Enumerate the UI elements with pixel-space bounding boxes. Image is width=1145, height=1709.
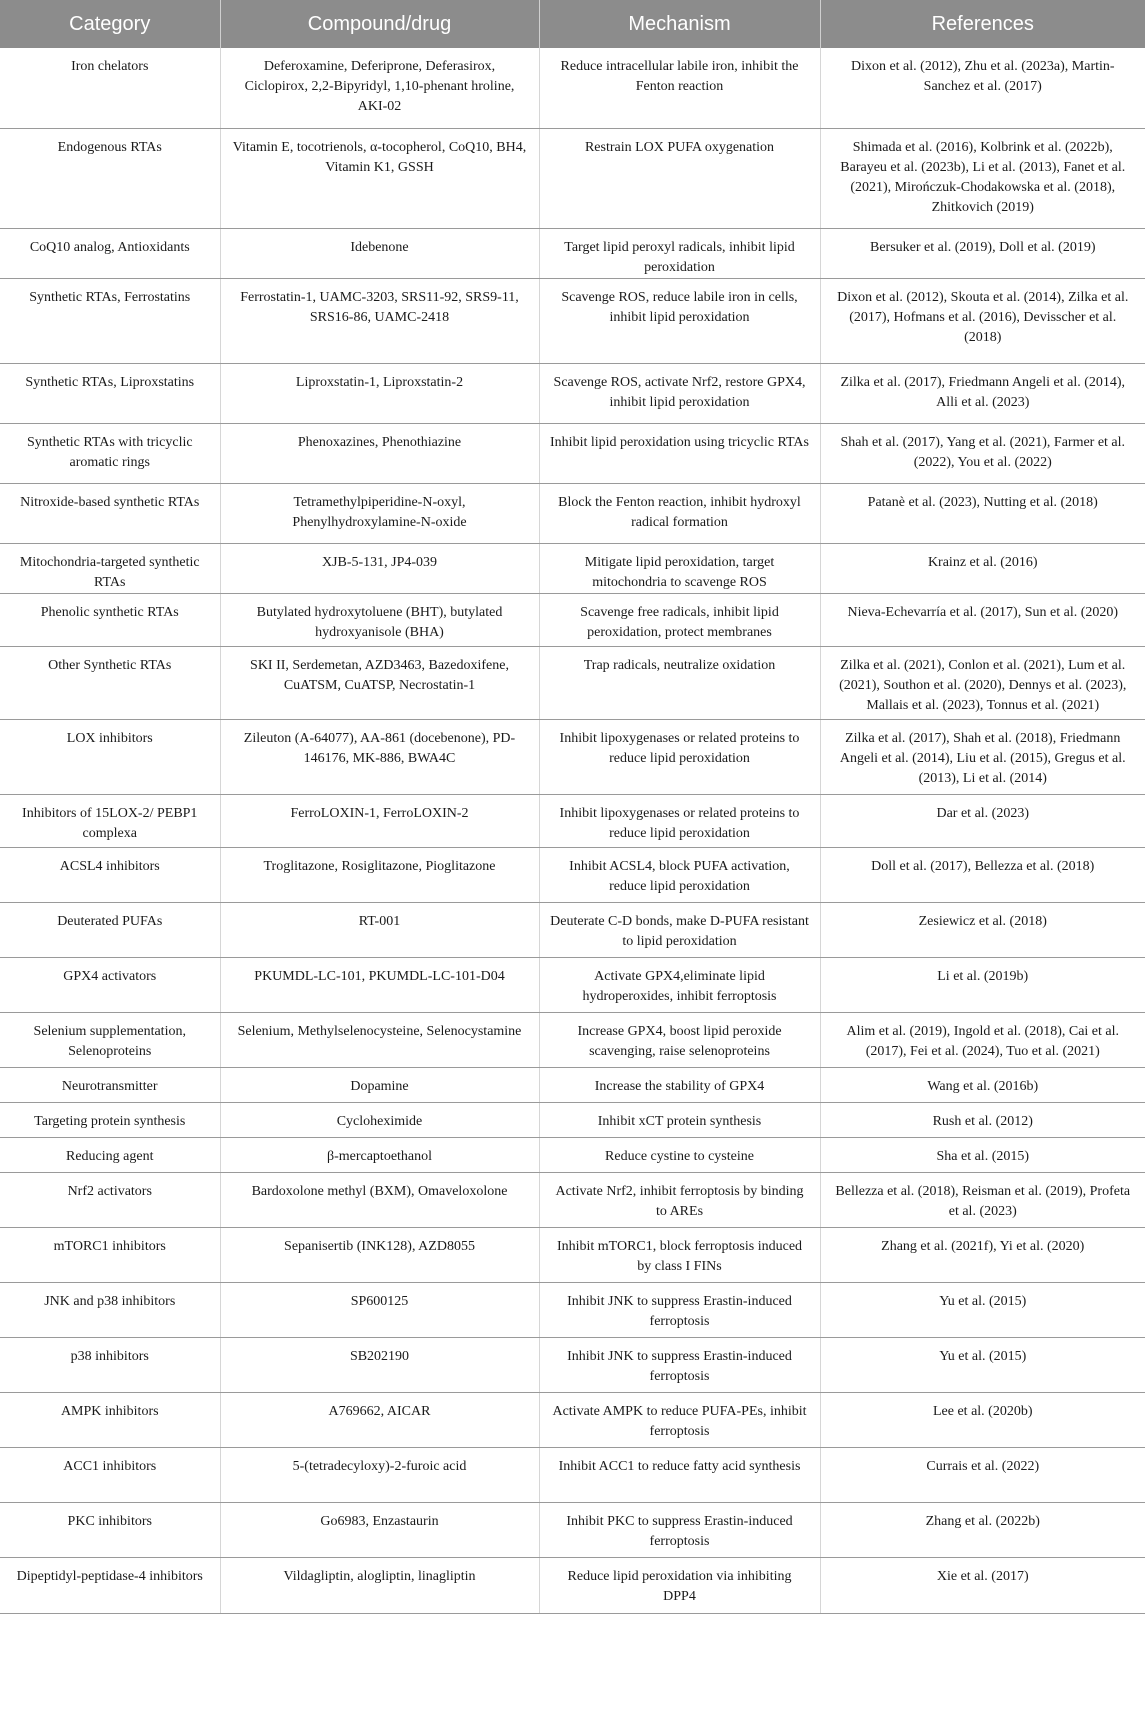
cell-category: ACSL4 inhibitors <box>0 847 220 902</box>
cell-mechanism: Inhibit lipoxygenases or related proteins to reduce lipid peroxidation <box>539 719 820 794</box>
table-row <box>0 1337 1145 1392</box>
cell-compound-drug: XJB-5-131, JP4-039 <box>220 543 539 593</box>
cell-category: ACC1 inhibitors <box>0 1447 220 1502</box>
cell-compound-drug: Zileuton (A-64077), AA-861 (docebenone), PD-146176, MK-886, BWA4C <box>220 719 539 794</box>
cell-compound-drug: Vitamin E, tocotrienols, α-tocopherol, CoQ10, BH4, Vitamin K1, GSSH <box>220 128 539 228</box>
cell-category: Reducing agent <box>0 1137 220 1172</box>
cell-category: LOX inhibitors <box>0 719 220 794</box>
table-row <box>0 593 1145 646</box>
cell-references: Rush et al. (2012) <box>820 1102 1145 1137</box>
table-row <box>0 48 1145 128</box>
cell-category: Other Synthetic RTAs <box>0 646 220 719</box>
cell-references: Patanè et al. (2023), Nutting et al. (2018) <box>820 483 1145 543</box>
cell-mechanism: Trap radicals, neutralize oxidation <box>539 646 820 719</box>
cell-category: Neurotransmitter <box>0 1067 220 1102</box>
table-row <box>0 902 1145 957</box>
table-row <box>0 1067 1145 1102</box>
cell-references: Bersuker et al. (2019), Doll et al. (2019) <box>820 228 1145 278</box>
cell-compound-drug: Ferrostatin-1, UAMC-3203, SRS11-92, SRS9-11, SRS16-86, UAMC-2418 <box>220 278 539 363</box>
cell-mechanism: Restrain LOX PUFA oxygenation <box>539 128 820 228</box>
cell-compound-drug: Cycloheximide <box>220 1102 539 1137</box>
header-references: References <box>820 0 1145 48</box>
cell-references: Zhang et al. (2022b) <box>820 1502 1145 1557</box>
cell-category: Synthetic RTAs, Ferrostatins <box>0 278 220 363</box>
cell-category: Endogenous RTAs <box>0 128 220 228</box>
header-mechanism: Mechanism <box>539 0 820 48</box>
cell-references: Xie et al. (2017) <box>820 1557 1145 1613</box>
cell-mechanism: Scavenge ROS, activate Nrf2, restore GPX4, inhibit lipid peroxidation <box>539 363 820 423</box>
cell-references: Doll et al. (2017), Bellezza et al. (2018) <box>820 847 1145 902</box>
cell-references: Li et al. (2019b) <box>820 957 1145 1012</box>
cell-category: JNK and p38 inhibitors <box>0 1282 220 1337</box>
cell-mechanism: Inhibit ACC1 to reduce fatty acid synthesis <box>539 1447 820 1502</box>
cell-references: Zilka et al. (2017), Friedmann Angeli et al. (2014), Alli et al. (2023) <box>820 363 1145 423</box>
table-row <box>0 1447 1145 1502</box>
cell-compound-drug: Troglitazone, Rosiglitazone, Pioglitazone <box>220 847 539 902</box>
cell-compound-drug: Butylated hydroxytoluene (BHT), butylated hydroxyanisole (BHA) <box>220 593 539 646</box>
cell-references: Wang et al. (2016b) <box>820 1067 1145 1102</box>
cell-category: CoQ10 analog, Antioxidants <box>0 228 220 278</box>
cell-compound-drug: 5-(tetradecyloxy)-2-furoic acid <box>220 1447 539 1502</box>
cell-mechanism: Reduce lipid peroxidation via inhibiting DPP4 <box>539 1557 820 1613</box>
table-row <box>0 1392 1145 1447</box>
cell-references: Shah et al. (2017), Yang et al. (2021), Farmer et al. (2022), You et al. (2022) <box>820 423 1145 483</box>
table-row <box>0 128 1145 228</box>
cell-mechanism: Scavenge ROS, reduce labile iron in cells, inhibit lipid peroxidation <box>539 278 820 363</box>
header-category: Category <box>0 0 220 48</box>
cell-mechanism: Inhibit lipid peroxidation using tricyclic RTAs <box>539 423 820 483</box>
cell-compound-drug: Dopamine <box>220 1067 539 1102</box>
cell-mechanism: Inhibit ACSL4, block PUFA activation, reduce lipid peroxidation <box>539 847 820 902</box>
cell-references: Sha et al. (2015) <box>820 1137 1145 1172</box>
cell-compound-drug: β-mercaptoethanol <box>220 1137 539 1172</box>
cell-category: Deuterated PUFAs <box>0 902 220 957</box>
table-row <box>0 1102 1145 1137</box>
cell-compound-drug: Vildagliptin, alogliptin, linagliptin <box>220 1557 539 1613</box>
cell-category: Synthetic RTAs, Liproxstatins <box>0 363 220 423</box>
cell-category: mTORC1 inhibitors <box>0 1227 220 1282</box>
cell-references: Bellezza et al. (2018), Reisman et al. (2019), Profeta et al. (2023) <box>820 1172 1145 1227</box>
cell-references: Zilka et al. (2021), Conlon et al. (2021), Lum et al. (2021), Southon et al. (2020), Dennys et al. (2023), Mallais et al. (2023), Tonnus et al. (2021) <box>820 646 1145 719</box>
cell-compound-drug: PKUMDL-LC-101, PKUMDL-LC-101-D04 <box>220 957 539 1012</box>
cell-references: Dixon et al. (2012), Zhu et al. (2023a), Martin-Sanchez et al. (2017) <box>820 48 1145 128</box>
cell-compound-drug: SB202190 <box>220 1337 539 1392</box>
cell-compound-drug: Phenoxazines, Phenothiazine <box>220 423 539 483</box>
cell-references: Lee et al. (2020b) <box>820 1392 1145 1447</box>
table-row <box>0 228 1145 278</box>
table-row <box>0 719 1145 794</box>
table-row <box>0 483 1145 543</box>
table-row <box>0 543 1145 593</box>
table-row <box>0 957 1145 1012</box>
cell-mechanism: Deuterate C-D bonds, make D-PUFA resistant to lipid peroxidation <box>539 902 820 957</box>
cell-category: Iron chelators <box>0 48 220 128</box>
cell-references: Alim et al. (2019), Ingold et al. (2018), Cai et al. (2017), Fei et al. (2024), Tuo et al. (2021) <box>820 1012 1145 1067</box>
table-row <box>0 1172 1145 1227</box>
cell-mechanism: Target lipid peroxyl radicals, inhibit lipid peroxidation <box>539 228 820 278</box>
table-row <box>0 1227 1145 1282</box>
cell-category: Mitochondria-targeted synthetic RTAs <box>0 543 220 593</box>
cell-category: Targeting protein synthesis <box>0 1102 220 1137</box>
cell-references: Yu et al. (2015) <box>820 1337 1145 1392</box>
cell-references: Zilka et al. (2017), Shah et al. (2018), Friedmann Angeli et al. (2014), Liu et al. (2015), Gregus et al. (2013), Li et al. (2014) <box>820 719 1145 794</box>
cell-compound-drug: Deferoxamine, Deferiprone, Deferasirox, Ciclopirox, 2,2-Bipyridyl, 1,10-phenant hroline, AKI-02 <box>220 48 539 128</box>
table-row <box>0 646 1145 719</box>
cell-category: Synthetic RTAs with tricyclic aromatic rings <box>0 423 220 483</box>
cell-mechanism: Mitigate lipid peroxidation, target mitochondria to scavenge ROS <box>539 543 820 593</box>
table-row <box>0 847 1145 902</box>
table-row <box>0 278 1145 363</box>
cell-category: Nrf2 activators <box>0 1172 220 1227</box>
cell-compound-drug: RT-001 <box>220 902 539 957</box>
cell-references: Zhang et al. (2021f), Yi et al. (2020) <box>820 1227 1145 1282</box>
cell-category: Dipeptidyl-peptidase-4 inhibitors <box>0 1557 220 1613</box>
table-row <box>0 423 1145 483</box>
cell-compound-drug: A769662, AICAR <box>220 1392 539 1447</box>
cell-references: Krainz et al. (2016) <box>820 543 1145 593</box>
cell-mechanism: Scavenge free radicals, inhibit lipid peroxidation, protect membranes <box>539 593 820 646</box>
table-row <box>0 794 1145 847</box>
table-row <box>0 1557 1145 1613</box>
cell-references: Shimada et al. (2016), Kolbrink et al. (2022b), Barayeu et al. (2023b), Li et al. (2013), Fanet et al. (2021), Mirończuk-Chodakowska et al. (2018), Zhitkovich (2019) <box>820 128 1145 228</box>
cell-mechanism: Inhibit JNK to suppress Erastin-induced ferroptosis <box>539 1337 820 1392</box>
cell-mechanism: Activate GPX4,eliminate lipid hydroperoxides, inhibit ferroptosis <box>539 957 820 1012</box>
cell-references: Nieva-Echevarría et al. (2017), Sun et al. (2020) <box>820 593 1145 646</box>
cell-compound-drug: Sepanisertib (INK128), AZD8055 <box>220 1227 539 1282</box>
table-row <box>0 363 1145 423</box>
cell-category: p38 inhibitors <box>0 1337 220 1392</box>
cell-mechanism: Reduce intracellular labile iron, inhibit the Fenton reaction <box>539 48 820 128</box>
cell-mechanism: Reduce cystine to cysteine <box>539 1137 820 1172</box>
cell-mechanism: Increase GPX4, boost lipid peroxide scavenging, raise selenoproteins <box>539 1012 820 1067</box>
cell-references: Currais et al. (2022) <box>820 1447 1145 1502</box>
cell-references: Yu et al. (2015) <box>820 1282 1145 1337</box>
cell-compound-drug: Liproxstatin-1, Liproxstatin-2 <box>220 363 539 423</box>
cell-category: AMPK inhibitors <box>0 1392 220 1447</box>
table-row <box>0 1282 1145 1337</box>
table-row <box>0 1012 1145 1067</box>
table-body <box>0 48 1145 1613</box>
cell-references: Dixon et al. (2012), Skouta et al. (2014), Zilka et al. (2017), Hofmans et al. (2016), Devisscher et al. (2018) <box>820 278 1145 363</box>
cell-mechanism: Inhibit PKC to suppress Erastin-induced ferroptosis <box>539 1502 820 1557</box>
cell-category: GPX4 activators <box>0 957 220 1012</box>
cell-mechanism: Increase the stability of GPX4 <box>539 1067 820 1102</box>
cell-mechanism: Activate AMPK to reduce PUFA-PEs, inhibit ferroptosis <box>539 1392 820 1447</box>
table-row <box>0 1502 1145 1557</box>
cell-compound-drug: Go6983, Enzastaurin <box>220 1502 539 1557</box>
cell-compound-drug: Idebenone <box>220 228 539 278</box>
cell-references: Dar et al. (2023) <box>820 794 1145 847</box>
cell-mechanism: Inhibit lipoxygenases or related proteins to reduce lipid peroxidation <box>539 794 820 847</box>
cell-category: Nitroxide-based synthetic RTAs <box>0 483 220 543</box>
table-row <box>0 1137 1145 1172</box>
header-compound-drug: Compound/drug <box>220 0 539 48</box>
cell-compound-drug: SP600125 <box>220 1282 539 1337</box>
table-header <box>0 0 1145 48</box>
cell-category: Phenolic synthetic RTAs <box>0 593 220 646</box>
cell-mechanism: Inhibit mTORC1, block ferroptosis induced by class I FINs <box>539 1227 820 1282</box>
cell-mechanism: Inhibit xCT protein synthesis <box>539 1102 820 1137</box>
cell-compound-drug: Tetramethylpiperidine-N-oxyl, Phenylhydroxylamine-N-oxide <box>220 483 539 543</box>
cell-references: Zesiewicz et al. (2018) <box>820 902 1145 957</box>
cell-compound-drug: Selenium, Methylselenocysteine, Selenocystamine <box>220 1012 539 1067</box>
cell-category: PKC inhibitors <box>0 1502 220 1557</box>
cell-mechanism: Activate Nrf2, inhibit ferroptosis by binding to AREs <box>539 1172 820 1227</box>
cell-category: Inhibitors of 15LOX-2/ PEBP1 complexa <box>0 794 220 847</box>
header-row <box>0 0 1145 48</box>
cell-mechanism: Inhibit JNK to suppress Erastin-induced ferroptosis <box>539 1282 820 1337</box>
cell-compound-drug: Bardoxolone methyl (BXM), Omaveloxolone <box>220 1172 539 1227</box>
cell-compound-drug: FerroLOXIN-1, FerroLOXIN-2 <box>220 794 539 847</box>
cell-category: Selenium supplementation, Selenoproteins <box>0 1012 220 1067</box>
cell-compound-drug: SKI II, Serdemetan, AZD3463, Bazedoxifene, CuATSM, CuATSP, Necrostatin-1 <box>220 646 539 719</box>
cell-mechanism: Block the Fenton reaction, inhibit hydroxyl radical formation <box>539 483 820 543</box>
